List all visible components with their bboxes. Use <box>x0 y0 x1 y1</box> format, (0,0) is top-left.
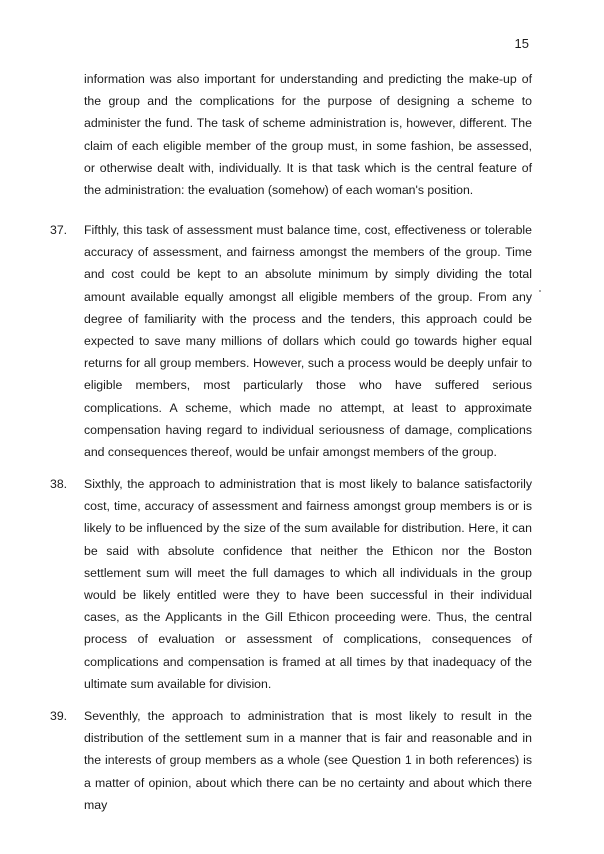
paragraph-text: Seventhly, the approach to administration that is most likely to result in the distribution of the settlement sum in a manner that is fair and reasonable and in the interests of group members as a whole (see Question 1 in both references) is a matter of opinion, about which there can be no certainty and about which there may <box>84 709 532 812</box>
page-number: 15 <box>514 36 529 51</box>
numbered-paragraph <box>50 219 532 463</box>
paragraph-number: 38. <box>50 477 68 491</box>
paragraph-text: Fifthly, this task of assessment must balance time, cost, effectiveness or tolerable accuracy of assessment, and fairness amongst the members of the group. Time and cost could be kept to an absolute minimum by simply dividing the total amount available equally amongst all eligible members of the group. From any degree of familiarity with the process and the tenders, this approach could be expected to save many millions of dollars which could go towards higher equal returns for all group members. However, such a process would be deeply unfair to eligible members, most particularly those who have suffered serious complications. A scheme, which made no attempt, at least to approximate compensation having regard to individual seriousness of damage, complications and consequences thereof, would be unfair amongst members of the group. <box>84 223 532 460</box>
continuation-paragraph: information was also important for understanding and predicting the make-up of the group and the complications for the purpose of designing a scheme to administer the fund. The task of scheme administration is, however, different. The claim of each eligible member of the group must, in some fashion, be assessed, or otherwise dealt with, individually. It is that task which is the central feature of the administration: the evaluation (somehow) of each woman's position. <box>84 72 532 198</box>
paragraph-text: Sixthly, the approach to administration that is most likely to balance satisfactorily cost, time, accuracy of assessment and fairness amongst group members is or is likely to be influenced by the size of the sum available for distribution. Here, it can be said with absolute confidence that neither the Ethicon nor the Boston settlement sum will meet the full damages to which all individuals in the group would be likely entitled were they to have been successful in their individual cases, as the Applicants in the Gill Ethicon proceeding were. Thus, the central process of evaluation or assessment of complications, consequences of complications and compensation is framed at all times by that inadequacy of the ultimate sum available for division. <box>84 477 532 691</box>
paragraph-number: 39. <box>50 709 68 723</box>
numbered-paragraph <box>50 473 532 695</box>
scan-speck <box>539 290 541 292</box>
numbered-paragraph <box>50 705 532 816</box>
paragraph-number: 37. <box>50 223 68 237</box>
